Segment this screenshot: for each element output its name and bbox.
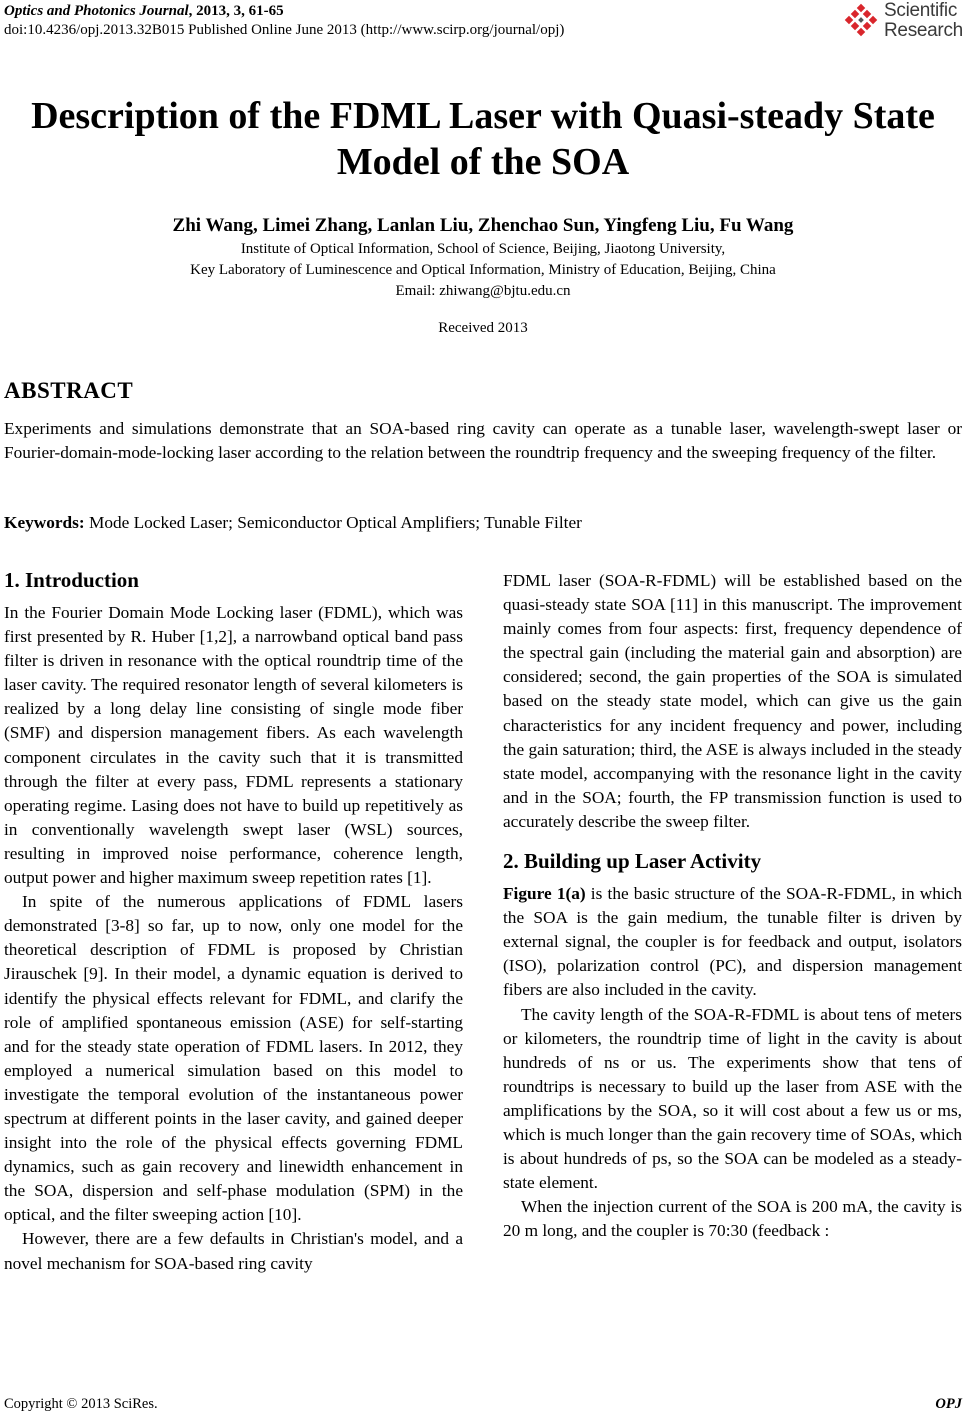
right-paragraph-3: The cavity length of the SOA-R-FDML is about tens of meters or kilometers, the roundtrip time of light in the cavity is about hundreds of ns or us. The experiments show that tens of roundtrips is necessary to build up the laser from ASE with the amplifications by the SOA, so it will cost about a few us or ms, which is much longer than the gain recovery time of SOAs, which is about hundreds of ps, so the SOA can be modeled as a steady-state element. <box>503 1004 962 1193</box>
intro-paragraph-2: In spite of the numerous applications of FDML lasers demonstrated [3-8] so far, up to now, only one model for the theoretical description of FDML is proposed by Christian Jirauschek [9]. In their model, a dynamic equation is derived to identify the physical effects relevant for FDML, and clarify the role of amplified spontaneous emission (ASE) for self-starting and for the steady state operation of FDML lasers. In 2012, they employed a numerical simulation based on this model to investigate the temporal evolution of the instantaneous power spectrum at different points in the laser cavity, and gained deeper insight into the role of the physical effects governing FDML dynamics, such as gain recovery and linewidth enhancement in the SOA, dispersion and self-phase modulation (SPM) in the optical, and the filter sweeping action [10]. <box>4 892 463 1225</box>
footer-copyright: Copyright © 2013 SciRes. <box>4 1396 158 1412</box>
journal-header <box>4 2 284 21</box>
journal-name: Optics and Photonics Journal <box>4 3 189 19</box>
right-paragraph-2 <box>503 882 962 1002</box>
authors: Zhi Wang, Limei Zhang, Lanlan Liu, Zhenchao Sun, Yingfeng Liu, Fu Wang <box>172 215 794 236</box>
intro-paragraph-1: In the Fourier Domain Mode Locking laser (FDML), which was first presented by R. Huber [1,2], a narrowband optical band pass filter is driven in resonance with the optical roundtrip time of the laser cavity. The required resonator length of several kilometers is realized by a long delay line consisting of single mode fiber (SMF) and dispersion management fibers. As each wavelength component circulates in the cavity such that it is transmitted through the filter at every pass, FDML represents a stationary operating regime. Lasing does not have to build up repetitively as in conventionally wavelength swept laser (WSL) sources, resulting in improved noise performance, coherence length, output power and higher maximum sweep repetition rates [1]. <box>4 603 463 888</box>
logo-text-line1: Scientific <box>884 0 958 21</box>
right-paragraph-1: FDML laser (SOA-R-FDML) will be established based on the quasi-steady state SOA [11] in this manuscript. The improvement mainly comes from four aspects: first, frequency dependence of the spectral gain (including the material gain and absorption) are considered; second, the gain properties of the SOA is simulated based on the steady state model, which can give us the gain characteristics for any incident frequency and power, including the gain saturation; third, the ASE is always included in the steady state model, accompanying with the resonance light in the cavity and in the SOA; fourth, the FP transmission function is used to accurately describe the sweep filter. <box>503 571 962 831</box>
right-column <box>503 569 962 1243</box>
footer-journal-abbr: OPJ <box>935 1396 962 1412</box>
keywords-text: Mode Locked Laser; Semiconductor Optical Amplifiers; Tunable Filter <box>84 513 582 532</box>
logo-text <box>884 1 963 41</box>
logo-text-line2: Research <box>884 20 963 41</box>
right-paragraph-4: When the injection current of the SOA is 200 mA, the cavity is 20 m long, and the coupler is 70:30 (feedback : <box>503 1197 962 1241</box>
publisher-logo <box>844 1 962 43</box>
intro-paragraph-3: However, there are a few defaults in Christian's model, and a novel mechanism for SOA-based ring cavity <box>4 1229 463 1273</box>
affiliation-1: Institute of Optical Information, School of Science, Beijing, Jiaotong University, <box>240 241 726 257</box>
volume-info: , 2013, 3, 61-65 <box>188 3 284 19</box>
left-column <box>4 567 463 1276</box>
figure-reference: Figure 1(a) <box>503 884 586 904</box>
affiliation-2: Key Laboratory of Luminescence and Optical Information, Ministry of Education, Beijing, China <box>190 262 776 278</box>
section-heading-introduction: 1. Introduction <box>4 568 139 592</box>
abstract-text: Experiments and simulations demonstrate that an SOA-based ring cavity can operate as a tunable laser, wavelength-swept laser or Fourier-domain-mode-locking laser according to the relation between the roundtrip frequency and the sweeping frequency of the filter. <box>4 419 962 462</box>
right-paragraph-2-text: is the basic structure of the SOA-R-FDML, in which the SOA is the gain medium, the tunable filter is driven by external signal, the coupler is for feedback and output, isolators (ISO), polarization control (PC), and dispersion management fibers are also included in the cavity. <box>503 884 962 1000</box>
logo-mark-icon <box>844 3 880 39</box>
keywords-label: Keywords: <box>4 513 85 532</box>
doi-line: doi:10.4236/opj.2013.32B015 Published Online June 2013 (http://www.scirp.org/journal/opj) <box>4 22 565 38</box>
title-line-1: Description of the FDML Laser with Quasi-steady State <box>31 95 935 137</box>
abstract-heading: ABSTRACT <box>4 378 134 403</box>
author-email: Email: zhiwang@bjtu.edu.cn <box>395 283 571 299</box>
paper-title <box>0 93 966 185</box>
title-line-2: Model of the SOA <box>336 141 630 183</box>
section-heading-building-up: 2. Building up Laser Activity <box>503 849 762 874</box>
received-date: Received 2013 <box>438 320 528 336</box>
keywords <box>4 511 582 535</box>
